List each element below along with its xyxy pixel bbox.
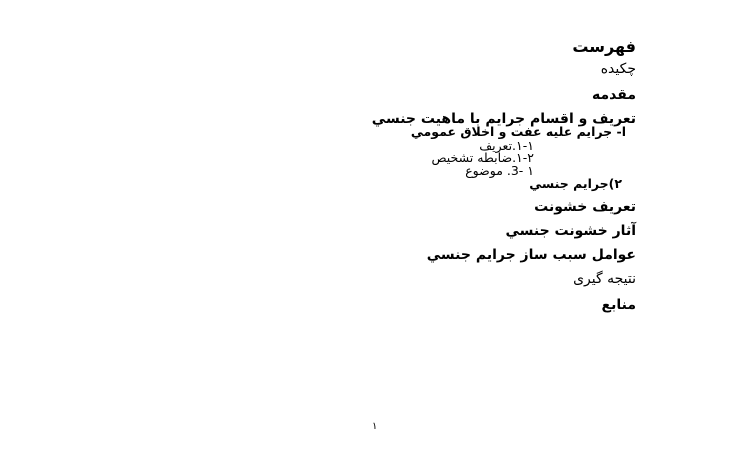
page-number: ١ (372, 421, 378, 432)
toc-entry-causing-factors: عوامل سبب ساز جرايم جنسي (426, 247, 636, 263)
toc-entry-sub-a-2: ۱-۲.ضابطه تشخيص (431, 150, 534, 165)
toc-title: فهرست (572, 37, 636, 56)
toc-entry-sub-a-3: ۱ -3. موضوع (465, 163, 534, 178)
toc-entry-sub-b: ۲)جرايم جنسي (529, 176, 622, 191)
toc-entry-sub-a-1: ۱-۱.تعريف (479, 138, 534, 153)
toc-entry-definitions: تعريف و اقسام جرايم با ماهيت جنسي (371, 111, 636, 127)
toc-entry-sources: منابع (601, 297, 636, 313)
toc-entry-violence-effects: آثار خشونت جنسي (505, 223, 636, 239)
toc-entry-violence-definition: تعريف خشونت (534, 199, 636, 215)
toc-entry-sub-a: ا- جرايم عليه عفت و اخلاق عمومي (410, 124, 626, 139)
toc-entry-conclusion: نتيجه گيری (573, 271, 636, 287)
toc-entry-introduction: مقدمه (592, 87, 636, 103)
toc-entry-abstract: چكيده (600, 61, 636, 77)
